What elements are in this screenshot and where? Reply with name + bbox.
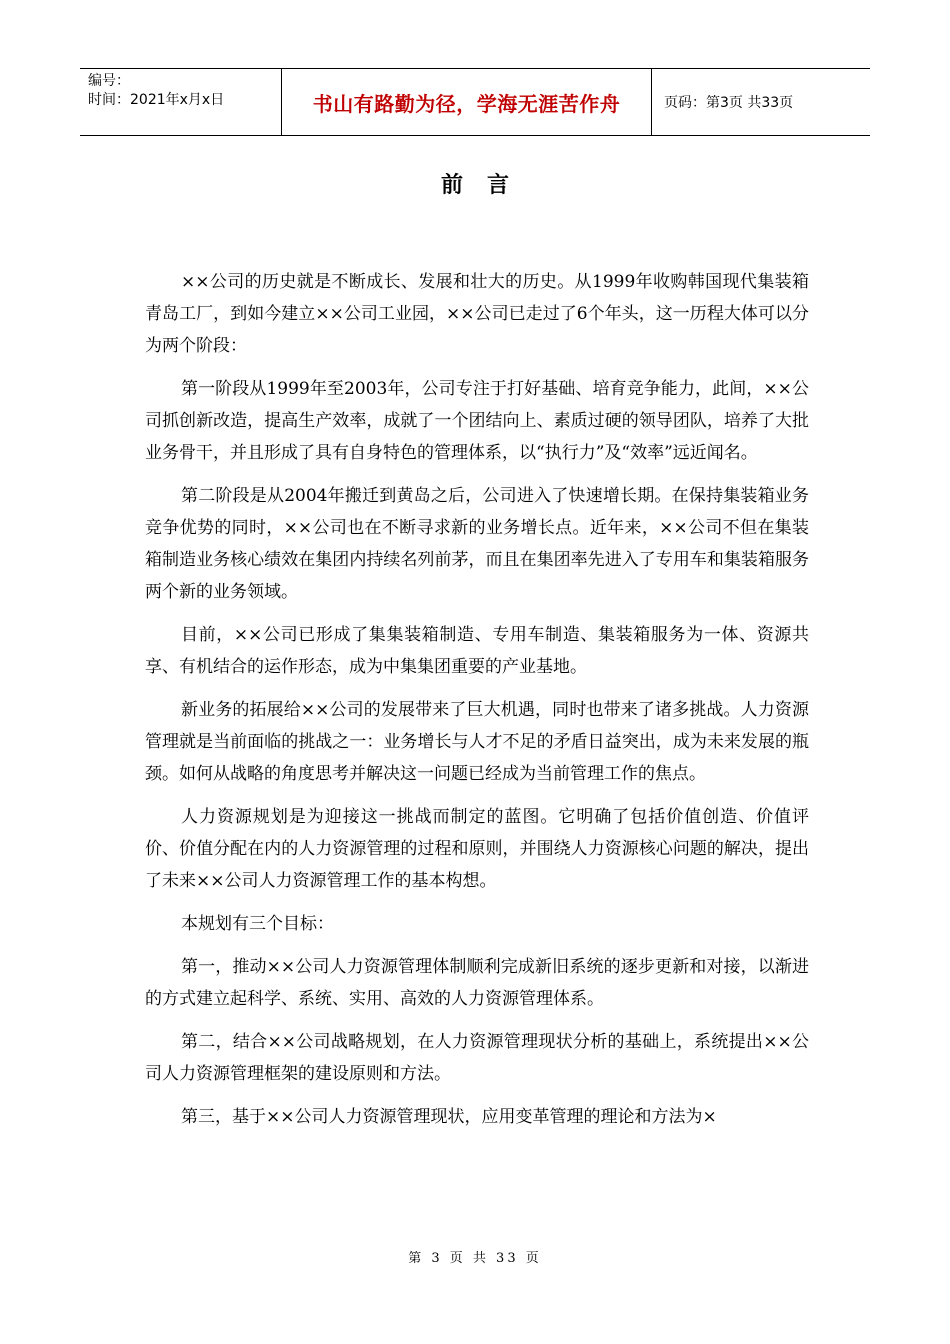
paragraph-1: ××公司的历史就是不断成长、发展和壮大的历史。从1999年收购韩国现代集装箱青岛工厂，到如今建立××公司工业园，××公司已走过了6个年头，这一历程大体可以分为两个阶段： — [145, 272, 809, 356]
paragraph-8: 第一，推动××公司人力资源管理体制顺利完成新旧系统的逐步更新和对接，以渐进的方式建立起科学、系统、实用、高效的人力资源管理体系。 — [145, 957, 809, 1009]
paragraph-5: 新业务的拓展给××公司的发展带来了巨大机遇，同时也带来了诸多挑战。人力资源管理就是当前面临的挑战之一：业务增长与人才不足的矛盾日益突出，成为未来发展的瓶颈。如何从战略的角度思考并解决这一问题已经成为当前管理工作的焦点。 — [145, 700, 809, 784]
header-meta — [80, 69, 282, 135]
date-line: 时间：2021年x月x日 — [88, 92, 225, 108]
body-text — [145, 266, 809, 1144]
page-footer: 第 3 页 共 33 页 — [408, 1251, 542, 1266]
paragraph-4: 目前，××公司已形成了集集装箱制造、专用车制造、集装箱服务为一体、资源共享、有机结合的运作形态，成为中集集团重要的产业基地。 — [145, 625, 809, 677]
document-header — [80, 68, 870, 136]
paragraph-3: 第二阶段是从2004年搬迁到黄岛之后，公司进入了快速增长期。在保持集装箱业务竞争优势的同时，××公司也在不断寻求新的业务增长点。近年来，××公司不但在集装箱制造业务核心绩效在集团内持续名列前茅，而且在集团率先进入了专用车和集装箱服务两个新的业务领域。 — [145, 486, 809, 602]
paragraph-10: 第三，基于××公司人力资源管理现状，应用变革管理的理论和方法为× — [181, 1107, 717, 1127]
paragraph-9: 第二，结合××公司战略规划，在人力资源管理现状分析的基础上，系统提出××公司人力资源管理框架的建设原则和方法。 — [145, 1032, 809, 1084]
header-motto: 书山有路勤为径，学海无涯苦作舟 — [282, 69, 652, 135]
paragraph-6: 人力资源规划是为迎接这一挑战而制定的蓝图。它明确了包括价值创造、价值评价、价值分配在内的人力资源管理的过程和原则，并围绕人力资源核心问题的解决，提出了未来××公司人力资源管理工作的基本构想。 — [145, 807, 809, 891]
header-page-code: 页码：第3页 共33页 — [664, 95, 794, 111]
serial-number-label: 编号： — [88, 73, 130, 89]
paragraph-2: 第一阶段从1999年至2003年，公司专注于打好基础、培育竞争能力，此间，××公司抓创新改造，提高生产效率，成就了一个团结向上、素质过硬的领导团队，培养了大批业务骨干，并且形成了具有自身特色的管理体系，以“执行力”及“效率”远近闻名。 — [145, 379, 809, 463]
paragraph-7: 本规划有三个目标： — [181, 914, 334, 934]
page-title: 前言 — [440, 173, 533, 198]
